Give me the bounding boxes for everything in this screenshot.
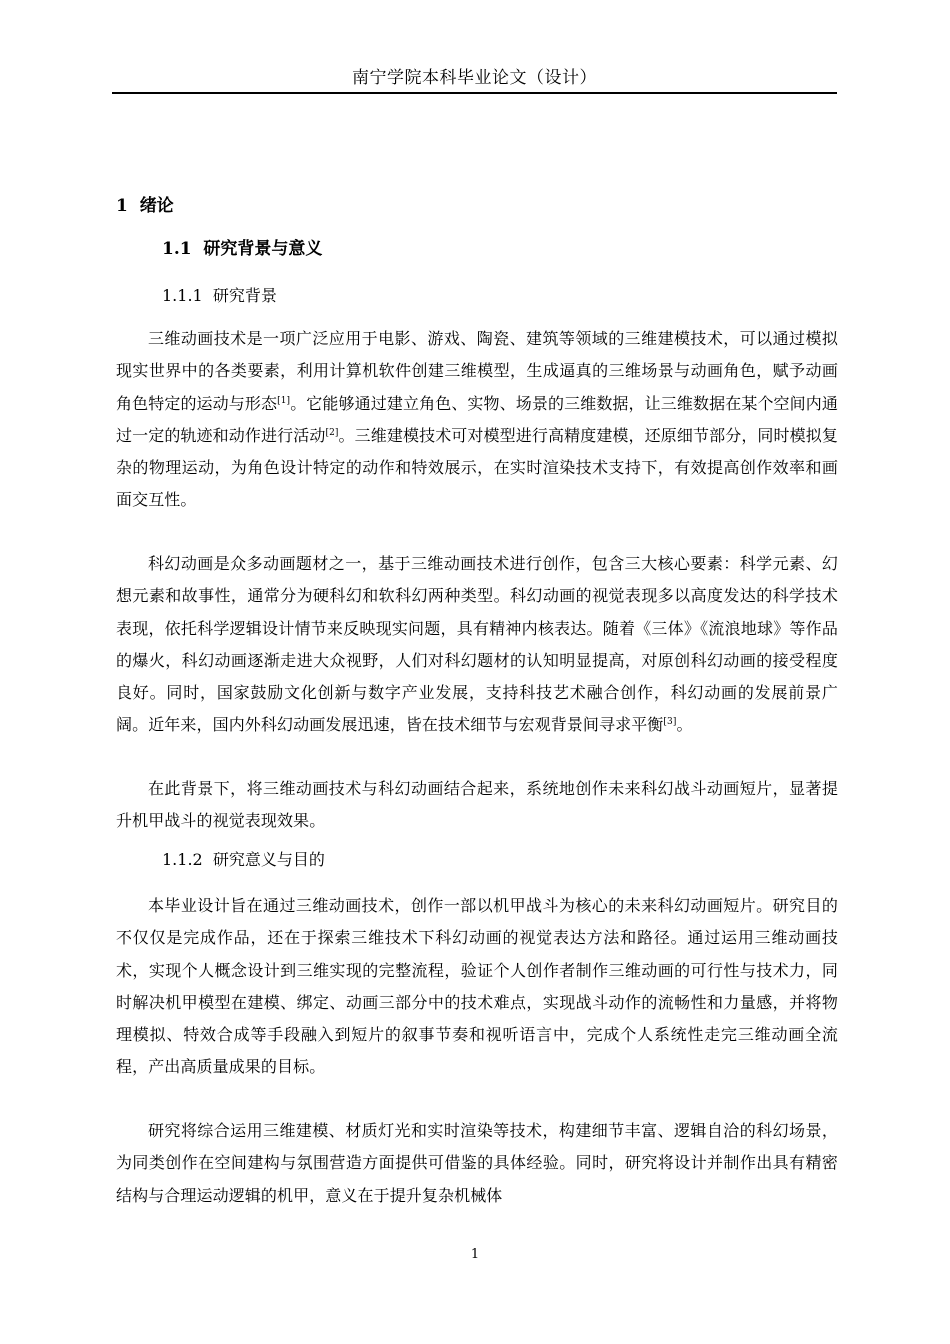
subsubsection-heading-2 — [162, 847, 325, 873]
running-header — [112, 66, 837, 90]
subsection-number: 1.1 — [162, 239, 192, 259]
subsubsection-title: 研究意义与目的 — [212, 850, 325, 869]
citation: [3] — [663, 717, 677, 728]
subsubsection-title: 研究背景 — [212, 286, 277, 305]
subsubsection-number: 1.1.2 — [162, 850, 203, 869]
header-rule — [112, 92, 837, 94]
paragraph-text: 本毕业设计旨在通过三维动画技术，创作一部以机甲战斗为核心的未来科幻动画短片。研究目的不仅仅是完成作品，还在于探索三维技术下科幻动画的视觉表达方法和路径。通过运用三维动画技术，实现个人概念设计到三维实现的完整流程，验证个人创作者制作三维动画的可行性与技术力，同时解决机甲模型在建模、绑定、动画三部分中的技术难点，实现战斗动作的流畅性和力量感，并将物理模拟、特效合成等手段融入到短片的叙事节奏和视听语言中，完成个人系统性走完三维动画全流程，产出高质量成果的目标。 — [116, 896, 838, 1077]
paragraph-5 — [116, 1115, 838, 1212]
paragraph-text: 。三维建模技术可对模型进行高精度建模，还原细节部分，同时模拟复杂的物理运动，为角色设计特定的动作和特效展示，在实时渲染技术支持下，有效提高创作效率和画面交互性。 — [116, 425, 838, 510]
page-number — [0, 1246, 950, 1264]
subsubsection-number: 1.1.1 — [162, 286, 203, 305]
paragraph-2 — [116, 548, 838, 742]
paragraph-text: 科幻动画是众多动画题材之一，基于三维动画技术进行创作，包含三大核心要素：科学元素、幻想元素和故事性，通常分为硬科幻和软科幻两种类型。科幻动画的视觉表现多以高度发达的科学技术表现，依托科学逻辑设计情节来反映现实问题，具有精神内核表达。随着《三体》《流浪地球》等作品的爆火，科幻动画逐渐走进大众视野，人们对科幻题材的认知明显提高，对原创科幻动画的接受程度良好。同时，国家鼓励文化创新与数字产业发展，支持科技艺术融合创作，科幻动画的发展前景广阔。近年来，国内外科幻动画发展迅速，皆在技术细节与宏观背景间寻求平衡 — [116, 554, 838, 735]
section-number: 1 — [116, 196, 128, 216]
running-header-title: 南宁学院本科毕业论文（设计） — [352, 68, 597, 88]
paragraph-text: 。 — [676, 715, 693, 735]
section-heading — [116, 193, 174, 219]
paragraph-text: 。它能够通过建立角色、实物、场景的三维数据，让三维数据在某个空间内通过一定的轨迹和动作进行活动 — [116, 393, 838, 445]
section-title: 绪论 — [139, 196, 174, 216]
citation: [2] — [325, 427, 339, 438]
subsection-title: 研究背景与意义 — [203, 239, 323, 259]
page-number-value: 1 — [470, 1247, 480, 1262]
paragraph-1 — [116, 323, 838, 517]
paragraph-3 — [116, 773, 838, 838]
subsection-heading — [162, 236, 322, 262]
paragraph-4 — [116, 890, 838, 1084]
paragraph-text: 研究将综合运用三维建模、材质灯光和实时渲染等技术，构建细节丰富、逻辑自洽的科幻场景，为同类创作在空间建构与氛围营造方面提供可借鉴的具体经验。同时，研究将设计并制作出具有精密结构与合理运动逻辑的机甲，意义在于提升复杂机械体 — [116, 1121, 838, 1205]
citation: [1] — [277, 395, 291, 406]
paragraph-text: 在此背景下，将三维动画技术与科幻动画结合起来，系统地创作未来科幻战斗动画短片，显著提升机甲战斗的视觉表现效果。 — [116, 779, 838, 831]
subsubsection-heading-1 — [162, 283, 277, 309]
paragraph-text: 三维动画技术是一项广泛应用于电影、游戏、陶瓷、建筑等领域的三维建模技术，可以通过模拟现实世界中的各类要素，利用计算机软件创建三维模型，生成逼真的三维场景与动画角色，赋予动画角色特定的运动与形态 — [116, 329, 838, 413]
